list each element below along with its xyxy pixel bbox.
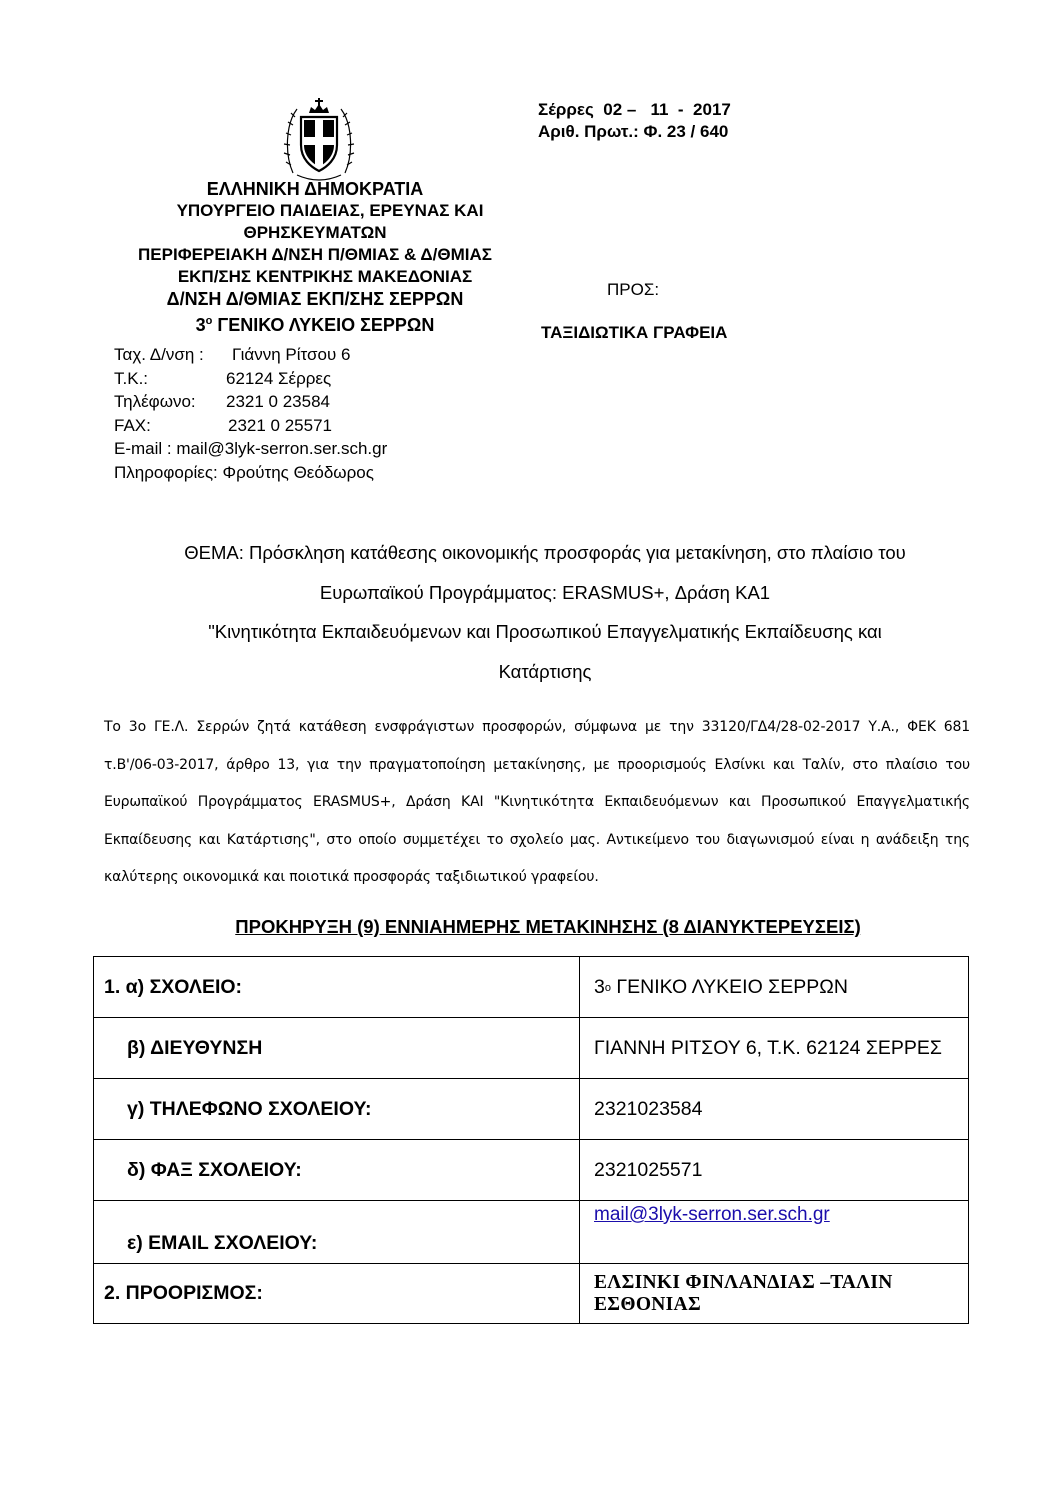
contact-block bbox=[114, 343, 387, 484]
school-label: 1. α) ΣΧΟΛΕΙΟ: bbox=[94, 957, 580, 1018]
announcement-title: ΠΡΟΚΗΡΥΞΗ (9) ΕΝΝΙΑΗΜΕΡΗΣ ΜΕΤΑΚΙΝΗΣΗΣ (8 ΔΙΑΝΥΚΤΕΡΕΥΣΕΙΣ) bbox=[235, 916, 861, 937]
table-row bbox=[94, 957, 969, 1018]
issuer-line-ministry-cont: ΘΡΗΣΚΕΥΜΑΤΩΝ bbox=[243, 223, 387, 242]
issuer-line-directorate: Δ/ΝΣΗ Δ/ΘΜΙΑΣ ΕΚΠ/ΣΗΣ ΣΕΡΡΩΝ bbox=[166, 289, 464, 309]
contact-phone-value: 2321 0 23584 bbox=[226, 392, 330, 411]
school-info-table bbox=[93, 956, 969, 1324]
protocol-number: Αριθ. Πρωτ.: Φ. 23 / 640 bbox=[538, 122, 729, 141]
destination-value: ΕΛΣΙΝΚΙ ΦΙΝΛΑΝΔΙΑΣ –ΤΑΛΙΝ ΕΣΘΟΝΙΑΣ bbox=[580, 1264, 969, 1324]
subject-line-2: Ευρωπαϊκού Προγράμματος: ERASMUS+, Δράση ΚΑ1 bbox=[319, 581, 771, 603]
issuer-header bbox=[100, 178, 530, 336]
body-paragraph: Το 3ο ΓΕ.Λ. Σερρών ζητά κατάθεση ενσφράγιστων προσφορών, σύμφωνα με την 33120/ΓΔ4/28-02-2017 Υ.Α., ΦΕΚ 681 τ.Β'/06-03-2017, άρθρο 13, για την πραγματοποίηση μετακίνησης, με προορισμούς Ελσίνκι και Ταλίν, στο πλαίσιο του Ευρωπαϊκού Προγράμματος ERASMUS+, Δράση ΚΑΙ "Κινητικότητα Εκπαιδευόμενων και Προσωπικού Επαγγελματικής Εκπαίδευσης και Κατάρτισης", στο οποίο συμμετέχει το σχολείο μας. Αντικείμενο του διαγωνισμού είναι η ανάδειξη της καλύτερης οικονομικά και ποιοτικά προσφοράς ταξιδιωτικού γραφείου. bbox=[104, 719, 970, 885]
contact-phone-label: Τηλέφωνο: bbox=[114, 392, 196, 411]
table-row bbox=[94, 1079, 969, 1140]
contact-tk-row bbox=[114, 367, 387, 391]
email-label: ε) EMAIL ΣΧΟΛΕΙΟΥ: bbox=[94, 1201, 580, 1264]
table-row bbox=[94, 1264, 969, 1324]
destination-label: 2. ΠΡΟΟΡΙΣΜΟΣ: bbox=[94, 1264, 580, 1324]
document-date-protocol bbox=[538, 99, 731, 143]
address-value: ΓΙΑΝΝΗ ΡΙΤΣΟΥ 6, Τ.Κ. 62124 ΣΕΡΡΕΣ bbox=[580, 1018, 969, 1079]
phone-value: 2321023584 bbox=[580, 1079, 969, 1140]
issuer-school-name: $3^o$ ΓΕΝΙΚΟ ΛΥΚΕΙΟ ΣΕΡΡΩΝ bbox=[195, 315, 435, 335]
contact-address-value: Γιάννη Ρίτσου 6 bbox=[232, 345, 351, 364]
issuer-line-republic: ΕΛΛΗΝΙΚΗ ΔΗΜΟΚΡΑΤΙΑ bbox=[206, 179, 424, 199]
fax-label: δ) ΦΑΞ ΣΧΟΛΕΙΟΥ: bbox=[94, 1140, 580, 1201]
phone-label: γ) ΤΗΛΕΦΩΝΟ ΣΧΟΛΕΙΟΥ: bbox=[94, 1079, 580, 1140]
address-label: β) ΔΙΕΥΘΥΝΣΗ bbox=[94, 1018, 580, 1079]
contact-fax-label: FAX: bbox=[114, 415, 151, 435]
contact-phone-row bbox=[114, 390, 387, 414]
email-value-cell bbox=[580, 1201, 969, 1264]
contact-email: E-mail : mail@3lyk-serron.ser.sch.gr bbox=[114, 439, 388, 458]
issuer-line-ministry: ΥΠΟΥΡΓΕΙΟ ΠΑΙΔΕΙΑΣ, ΕΡΕΥΝΑΣ ΚΑΙ bbox=[176, 201, 484, 220]
greek-coat-of-arms-emblem bbox=[283, 95, 355, 183]
subject-line-3: "Κινητικότητα Εκπαιδευόμενων και Προσωπικού Επαγγελματικής Εκπαίδευσης και bbox=[208, 621, 882, 642]
contact-tk-label: Τ.Κ.: bbox=[114, 368, 149, 388]
subject-line-1: ΘΕΜΑ: Πρόσκληση κατάθεσης οικονομικής προσφοράς για μετακίνηση, στο πλαίσιο του bbox=[184, 542, 906, 563]
document-subject bbox=[100, 533, 990, 691]
contact-tk-value: 62124 Σέρρες bbox=[226, 368, 332, 388]
school-value: $3_o$ ΓΕΝΙΚΟ ΛΥΚΕΙΟ ΣΕΡΡΩΝ bbox=[580, 957, 969, 1018]
subject-line-4: Κατάρτισης bbox=[498, 660, 592, 682]
table-row bbox=[94, 1140, 969, 1201]
issuer-line-regional: ΠΕΡΙΦΕΡΕΙΑΚΗ Δ/ΝΣΗ Π/ΘΜΙΑΣ & Δ/ΘΜΙΑΣ bbox=[138, 245, 492, 264]
contact-address-row bbox=[114, 343, 387, 367]
recipient-label: ΠΡΟΣ: bbox=[607, 280, 660, 299]
issuer-line-regional-cont: ΕΚΠ/ΣΗΣ ΚΕΝΤΡΙΚΗΣ ΜΑΚΕΔΟΝΙΑΣ bbox=[177, 267, 473, 286]
document-date: Σέρρες 02 – 11 - 2017 bbox=[538, 100, 731, 119]
contact-fax-value: 2321 0 25571 bbox=[228, 415, 332, 435]
school-email-link[interactable]: mail@3lyk-serron.ser.sch.gr bbox=[594, 1204, 830, 1225]
table-row bbox=[94, 1201, 969, 1264]
fax-value: 2321025571 bbox=[580, 1140, 969, 1201]
recipient-value: ΤΑΞΙΔΙΩΤΙΚΑ ΓΡΑΦΕΙΑ bbox=[541, 323, 728, 342]
table-row bbox=[94, 1018, 969, 1079]
contact-fax-row bbox=[114, 414, 387, 438]
contact-address-label: Ταχ. Δ/νση : bbox=[114, 345, 204, 364]
contact-info-person: Πληροφορίες: Φρούτης Θεόδωρος bbox=[114, 462, 374, 482]
